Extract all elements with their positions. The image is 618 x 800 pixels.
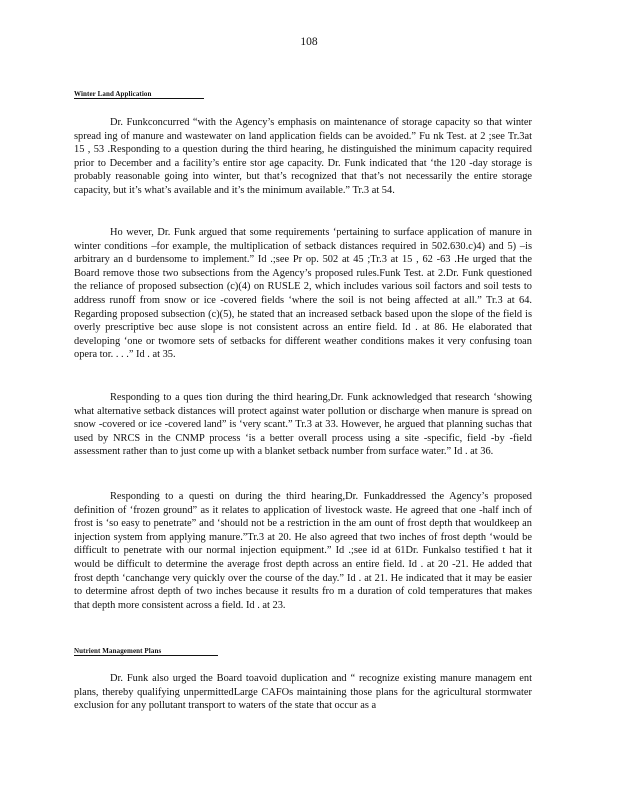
section-heading-text: Nutrient Management Plans [74, 647, 218, 656]
page-number: 108 [300, 36, 318, 48]
paragraph: Ho wever, Dr. Funk argued that some requirements ‘pertaining to surface application of manure in winter conditions –for example, the multiplication of setback distances required in 502.630.c)4) and 5) –is arbitrary an d burdensome to implement.” Id .;see Pr op. 502 at 45 ;Tr.3 at 15 , 62 -63 .He urged that the Board remove those two subsections from the Agency’s proposed rules.Funk Test. at 2.Dr. Funk questioned the reliance of proposed subsection (c)(4) on RUSLE 2, which includes various soil factors and soil tests to address runoff from snow or ice -covered fields ‘where the soil is not being affected at all.” Tr.3 at 64. Regarding proposed subsection (c)(5), he stated that an increased setback based upon the slope of the field is overly prescriptive bec ause slope is not consistent across an entire field. Id . at 86. He elaborated that developing ‘one or twomore sets of setbacks for different weather conditions makes it very confusing toan opera tor. . . .” Id . at 35. [74, 227, 532, 361]
paragraph: Responding to a questi on during the third hearing,Dr. Funkaddressed the Agency’s proposed definition of ‘frozen ground” as it relates to application of livestock waste. He agreed that one -half inch of frost is ‘so easy to penetrate” and ‘should not be a restriction in the am ount of frost depth that wouldkeep an injection system from applying manure.”Tr.3 at 20. He also agreed that two inches of frost depth ‘would be difficult to penetrate with our normal injection equipment.” Id .;see id at 61Dr. Funkalso testified t hat it would be difficult to determine the average frost depth across an entire field. Id . at 20 -21. He added that frost depth ‘canchange very quickly over the course of the day.” Id . at 21. He indicated that it may be easier to determine afrost depth of two inches because it results fro m a duration of cold temperatures that makes that depth more consistent across a field. Id . at 23. [74, 491, 532, 611]
paragraph: Dr. Funk also urged the Board toavoid duplication and “ recognize existing manure managem ent plans, thereby qualifying unpermittedLarge CAFOs maintaining those plans for the agricultural stormwater exclusion for any pollutant transport to waters of the state that occur as a [74, 673, 532, 712]
section-heading-text: Winter Land Application [74, 90, 204, 99]
paragraph: Responding to a ques tion during the third hearing,Dr. Funk acknowledged that research ‘showing what alternative setback distances will protect against water pollution or discharge when manure is spread on snow -covered or ice -covered land” is ‘very scant.” Tr.3 at 33. However, he argued that planning suchas that used by NRCS in the CNMP process ‘is a better overall process using a site -specific, field -by -field assessment rather than to just come up with a blanket setback number from surface water.” Id . at 36. [74, 392, 532, 458]
paragraph: Dr. Funkconcurred “with the Agency’s emphasis on maintenance of storage capacity so that winter spread ing of manure and wastewater on land application fields can be avoided.” Fu nk Test. at 2 ;see Tr.3at 15 , 53 .Responding to a question during the third hearing, he distinguished the minimum capacity required prior to December and a facility’s entire stor age capacity. Dr. Funk indicated that ‘the 120 -day storage is probably reasonable going into winter, but that’s recognized that that’s not necessarily the entire storage capacity, but it’s what’s available and it’s the minimum available.” Tr.3 at 54. [74, 117, 532, 196]
section-heading-nutrient-management-plans [74, 647, 218, 656]
section-heading-winter-land-application [74, 90, 204, 99]
